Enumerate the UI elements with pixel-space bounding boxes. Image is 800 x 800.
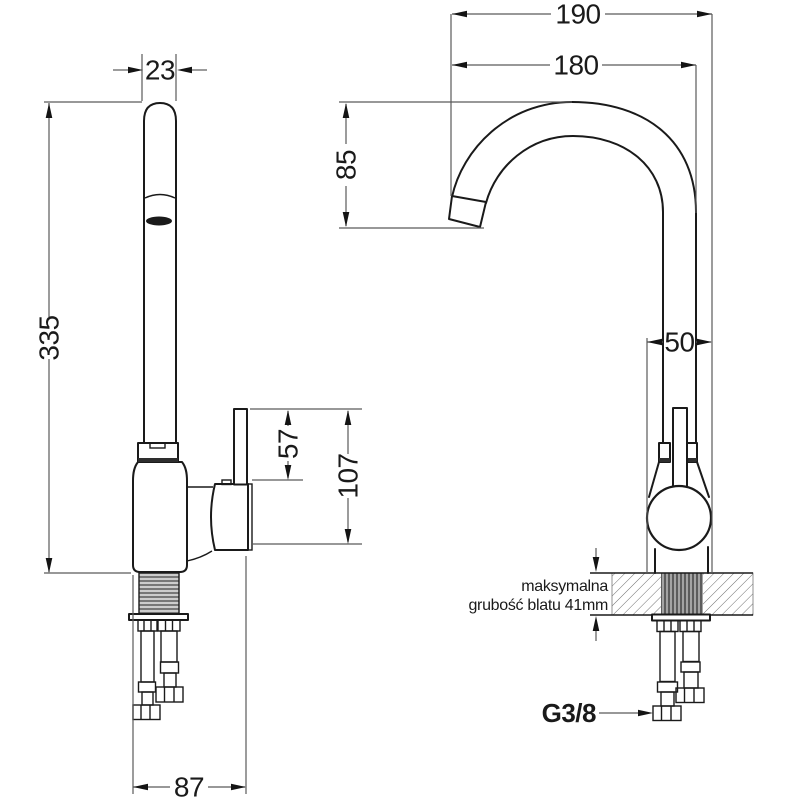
handle-socket xyxy=(211,484,248,550)
socket-pin xyxy=(222,480,231,485)
mounting-washer-front xyxy=(652,615,710,621)
threaded-shank xyxy=(139,573,179,614)
collar-seal-left xyxy=(659,458,670,462)
body-cone-left xyxy=(649,462,659,497)
dim-handle-total-height: 107 xyxy=(332,453,364,499)
dim-body-diameter: 50 xyxy=(664,326,695,358)
dim-reach-total: 190 xyxy=(555,0,601,30)
spout-inner-curve xyxy=(486,136,663,443)
note-countertop-line2: grubość blatu 41mm xyxy=(468,597,608,614)
spout-outlet-tip xyxy=(449,196,486,227)
handle-lever xyxy=(234,409,247,485)
handle-socket-cap xyxy=(248,484,252,550)
dim-arc-drop: 85 xyxy=(330,149,362,181)
note-thread-size: G3/8 xyxy=(541,698,596,728)
front-view-faucet xyxy=(449,102,753,721)
aerator xyxy=(146,217,172,226)
dim-spout-width: 23 xyxy=(144,54,176,86)
dim-handle-height: 57 xyxy=(272,428,304,460)
mixer-body-cap xyxy=(647,486,711,550)
body-socket-joint-curve xyxy=(187,551,212,561)
collar-seal xyxy=(138,458,178,462)
dim-reach-spout: 180 xyxy=(553,49,599,81)
supply-hoses-front xyxy=(653,621,704,721)
supply-hoses xyxy=(133,620,183,720)
handle-lever-front xyxy=(673,408,687,488)
shank-through-countertop xyxy=(661,573,703,615)
body-outline xyxy=(133,462,187,572)
side-view-faucet xyxy=(129,103,252,720)
spout-tube xyxy=(144,103,176,443)
mounting-washer xyxy=(129,614,188,620)
dim-total-height: 335 xyxy=(33,315,65,361)
dimensions xyxy=(34,0,713,800)
dim-base-depth: 87 xyxy=(173,771,205,800)
spout-outer-curve xyxy=(452,102,696,443)
note-countertop-line1: maksymalna xyxy=(521,578,608,595)
